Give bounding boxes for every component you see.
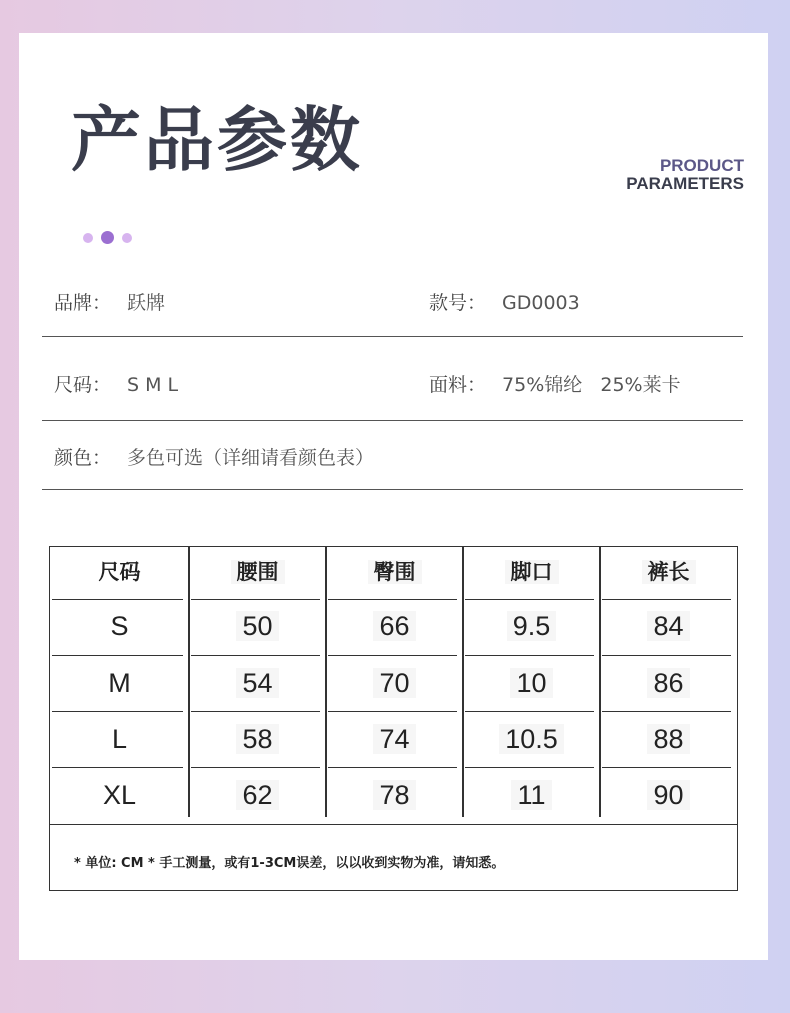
table-cell-text: 86 bbox=[647, 668, 689, 698]
table-value-cell bbox=[326, 656, 463, 710]
info-label: 面料： bbox=[429, 374, 487, 396]
table-cell-text: M bbox=[108, 668, 131, 698]
info-value: 跃牌 bbox=[127, 292, 166, 314]
info-fabric bbox=[429, 370, 681, 397]
table-value-cell bbox=[326, 768, 463, 822]
info-size bbox=[54, 370, 178, 397]
table-cell-text: 62 bbox=[236, 780, 278, 810]
table-cell-text: 10.5 bbox=[499, 724, 564, 754]
table-value-cell bbox=[463, 656, 600, 710]
info-value: 多色可选（详细请看颜色表） bbox=[127, 447, 375, 469]
table-cell-text: 88 bbox=[647, 724, 689, 754]
table-cell-text: XL bbox=[102, 780, 137, 810]
table-cell-text: 50 bbox=[236, 611, 278, 641]
table-header-label: 尺码 bbox=[98, 560, 141, 584]
page-title: 产品参数 bbox=[71, 99, 363, 181]
table-footer-divider bbox=[50, 824, 737, 825]
info-color bbox=[54, 443, 374, 470]
table-value-cell bbox=[600, 656, 737, 710]
dot-icon bbox=[122, 233, 132, 243]
table-cell-text: 66 bbox=[373, 611, 415, 641]
table-cell-text: 54 bbox=[236, 668, 278, 698]
table-value-cell bbox=[463, 599, 600, 653]
table-value-cell bbox=[189, 599, 326, 653]
table-value-cell bbox=[189, 712, 326, 766]
table-header-label: 腰围 bbox=[231, 560, 285, 584]
table-value-cell bbox=[463, 768, 600, 822]
info-brand bbox=[54, 288, 165, 315]
subtitle-line-1: PRODUCT bbox=[659, 156, 744, 175]
dot-icon bbox=[101, 231, 114, 244]
table-header bbox=[326, 547, 463, 597]
table-cell-text: L bbox=[111, 724, 128, 754]
info-value: GD0003 bbox=[502, 292, 580, 314]
info-label: 尺码： bbox=[54, 374, 112, 396]
table-size-cell bbox=[50, 599, 189, 653]
table-value-cell bbox=[600, 768, 737, 822]
table-cell-text: 78 bbox=[373, 780, 415, 810]
table-header-label: 裤长 bbox=[642, 560, 696, 584]
table-cell-text: 74 bbox=[373, 724, 415, 754]
info-row bbox=[42, 288, 743, 337]
table-cell-text: 90 bbox=[647, 780, 689, 810]
info-style-number bbox=[429, 288, 580, 315]
info-label: 品牌： bbox=[54, 292, 112, 314]
table-header bbox=[600, 547, 737, 597]
table-header bbox=[189, 547, 326, 597]
table-cell-text: S bbox=[110, 611, 129, 641]
table-value-cell bbox=[600, 712, 737, 766]
dot-icon bbox=[83, 233, 93, 243]
table-cell-text: 10 bbox=[510, 668, 552, 698]
table-value-cell bbox=[189, 768, 326, 822]
info-label: 款号： bbox=[429, 292, 487, 314]
table-value-cell bbox=[189, 656, 326, 710]
table-value-cell bbox=[326, 712, 463, 766]
table-header bbox=[463, 547, 600, 597]
size-table bbox=[49, 546, 738, 891]
table-cell-text: 11 bbox=[511, 780, 551, 810]
table-cell-text: 84 bbox=[647, 611, 689, 641]
table-header-label: 臀围 bbox=[368, 560, 422, 584]
table-cell-text: 70 bbox=[373, 668, 415, 698]
subtitle-line-2: PARAMETERS bbox=[626, 174, 744, 193]
page-subtitle bbox=[626, 157, 744, 193]
table-size-cell bbox=[50, 656, 189, 710]
table-note: * 单位: CM * 手工测量，或有1-3CM误差，以以收到实物为准，请知悉。 bbox=[74, 856, 505, 871]
table-header bbox=[50, 547, 189, 597]
table-header-label: 脚口 bbox=[505, 560, 559, 584]
info-label: 颜色： bbox=[54, 447, 112, 469]
table-size-cell bbox=[50, 712, 189, 766]
table-cell-text: 9.5 bbox=[507, 611, 557, 641]
table-cell-text: 58 bbox=[236, 724, 278, 754]
table-value-cell bbox=[463, 712, 600, 766]
info-row bbox=[42, 370, 743, 421]
info-value: S M L bbox=[127, 374, 179, 396]
product-card bbox=[19, 33, 768, 960]
info-value: 75%锦纶 25%莱卡 bbox=[502, 374, 681, 396]
table-size-cell bbox=[50, 768, 189, 822]
table-value-cell bbox=[600, 599, 737, 653]
info-row bbox=[42, 443, 743, 490]
table-value-cell bbox=[326, 599, 463, 653]
